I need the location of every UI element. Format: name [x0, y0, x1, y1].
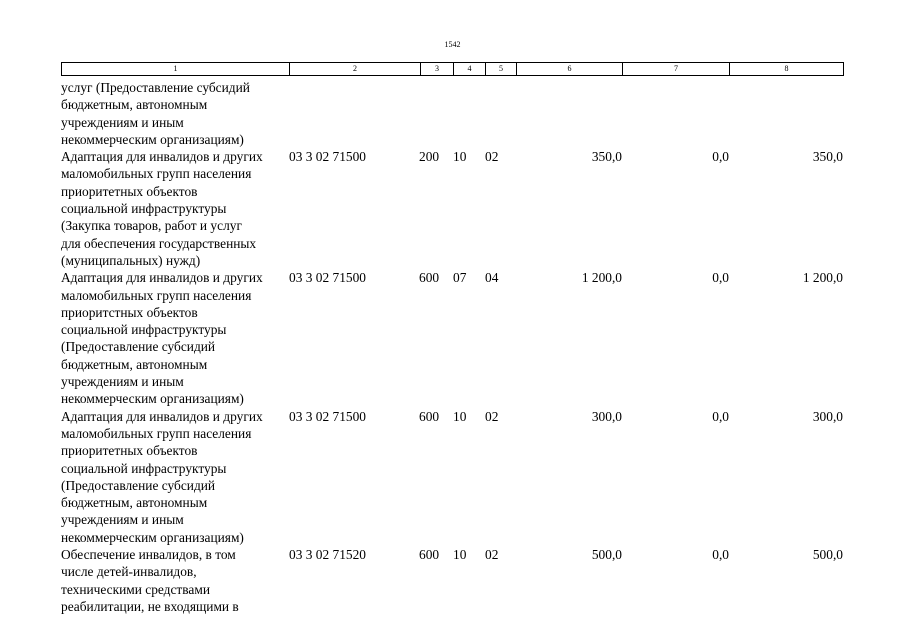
amount-col-8: 350,0 [812, 149, 843, 165]
amount-col-6: 350,0 [591, 149, 622, 165]
description-line: Адаптация для инвалидов и других [61, 149, 263, 165]
description-line: социальной инфраструктуры [61, 460, 227, 476]
row-description [61, 269, 289, 407]
description-line: бюджетным, автономным [61, 97, 208, 113]
subsection-code: 02 [485, 149, 499, 165]
description-line: (Закупка товаров, работ и услуг [61, 218, 242, 234]
description-line: маломобильных групп населения [61, 425, 252, 441]
amount-col-6: 300,0 [591, 408, 622, 424]
description-line: (муниципальных) нужд) [61, 252, 201, 268]
description-line: бюджетным, автономным [61, 356, 208, 372]
amount-col-7: 0,0 [712, 270, 729, 286]
amount-col-7: 0,0 [712, 408, 729, 424]
page-number: 1542 [444, 40, 461, 49]
description-line: маломобильных групп населения [61, 287, 252, 303]
amount-col-7: 0,0 [712, 547, 729, 563]
target-code: 03 3 02 71500 [289, 270, 366, 286]
description-line: некоммерческим организациям) [61, 391, 244, 407]
description-line: учреждениям и иным [61, 374, 184, 390]
description-line: социальной инфраструктуры [61, 201, 227, 217]
amount-col-8: 1 200,0 [802, 270, 843, 286]
description-line: Обеспечение инвалидов, в том [61, 547, 236, 563]
section-code: 10 [453, 149, 467, 165]
header-col-7: 7 [623, 63, 730, 76]
subsection-code: 04 [485, 270, 499, 286]
description-line: (Предоставление субсидий [61, 339, 216, 355]
header-col-8: 8 [730, 63, 844, 76]
amount-col-6: 500,0 [591, 547, 622, 563]
section-code: 10 [453, 408, 467, 424]
table-row [61, 269, 843, 407]
section-code: 10 [453, 547, 467, 563]
target-code: 03 3 02 71500 [289, 408, 366, 424]
description-line: социальной инфраструктуры [61, 322, 227, 338]
description-line: Адаптация для инвалидов и других [61, 408, 263, 424]
expense-type: 600 [419, 547, 440, 563]
description-line: числе детей-инвалидов, [61, 564, 197, 580]
table-row [61, 148, 843, 269]
expense-type: 600 [419, 270, 440, 286]
budget-table-body [61, 79, 843, 615]
target-code: 03 3 02 71500 [289, 149, 366, 165]
expense-type: 200 [419, 149, 440, 165]
row-description [61, 79, 289, 148]
description-line: некоммерческим организациям) [61, 529, 244, 545]
subsection-code: 02 [485, 547, 499, 563]
continuation-row [61, 79, 843, 148]
subsection-code: 02 [485, 408, 499, 424]
header-col-5: 5 [486, 63, 517, 76]
description-line: учреждениям и иным [61, 114, 184, 130]
amount-col-8: 500,0 [812, 547, 843, 563]
description-line: приоритетных объектов [61, 183, 198, 199]
description-line: услуг (Предоставление субсидий [61, 80, 250, 95]
description-line: маломобильных групп населения [61, 166, 252, 182]
description-line: приоритстных объектов [61, 304, 198, 320]
amount-col-8: 300,0 [812, 408, 843, 424]
header-col-2: 2 [290, 63, 421, 76]
header-col-4: 4 [454, 63, 486, 76]
row-description [61, 408, 289, 546]
table-row [61, 408, 843, 546]
amount-col-6: 1 200,0 [581, 270, 622, 286]
row-description [61, 546, 289, 615]
target-code: 03 3 02 71520 [289, 547, 366, 563]
description-line: некоммерческим организациям) [61, 131, 244, 147]
expense-type: 600 [419, 408, 440, 424]
table-row [61, 546, 843, 615]
header-col-3: 3 [421, 63, 454, 76]
header-col-1: 1 [62, 63, 290, 76]
section-code: 07 [453, 270, 467, 286]
description-line: (Предоставление субсидий [61, 477, 216, 493]
description-line: техническими средствами [61, 581, 211, 597]
header-col-6: 6 [517, 63, 623, 76]
amount-col-7: 0,0 [712, 149, 729, 165]
description-line: для обеспечения государственных [61, 235, 257, 251]
description-line: реабилитации, не входящими в [61, 598, 239, 614]
description-line: учреждениям и иным [61, 512, 184, 528]
column-number-header [61, 62, 844, 76]
row-description [61, 148, 289, 269]
description-line: Адаптация для инвалидов и других [61, 270, 263, 286]
description-line: приоритетных объектов [61, 443, 198, 459]
description-line: бюджетным, автономным [61, 495, 208, 511]
